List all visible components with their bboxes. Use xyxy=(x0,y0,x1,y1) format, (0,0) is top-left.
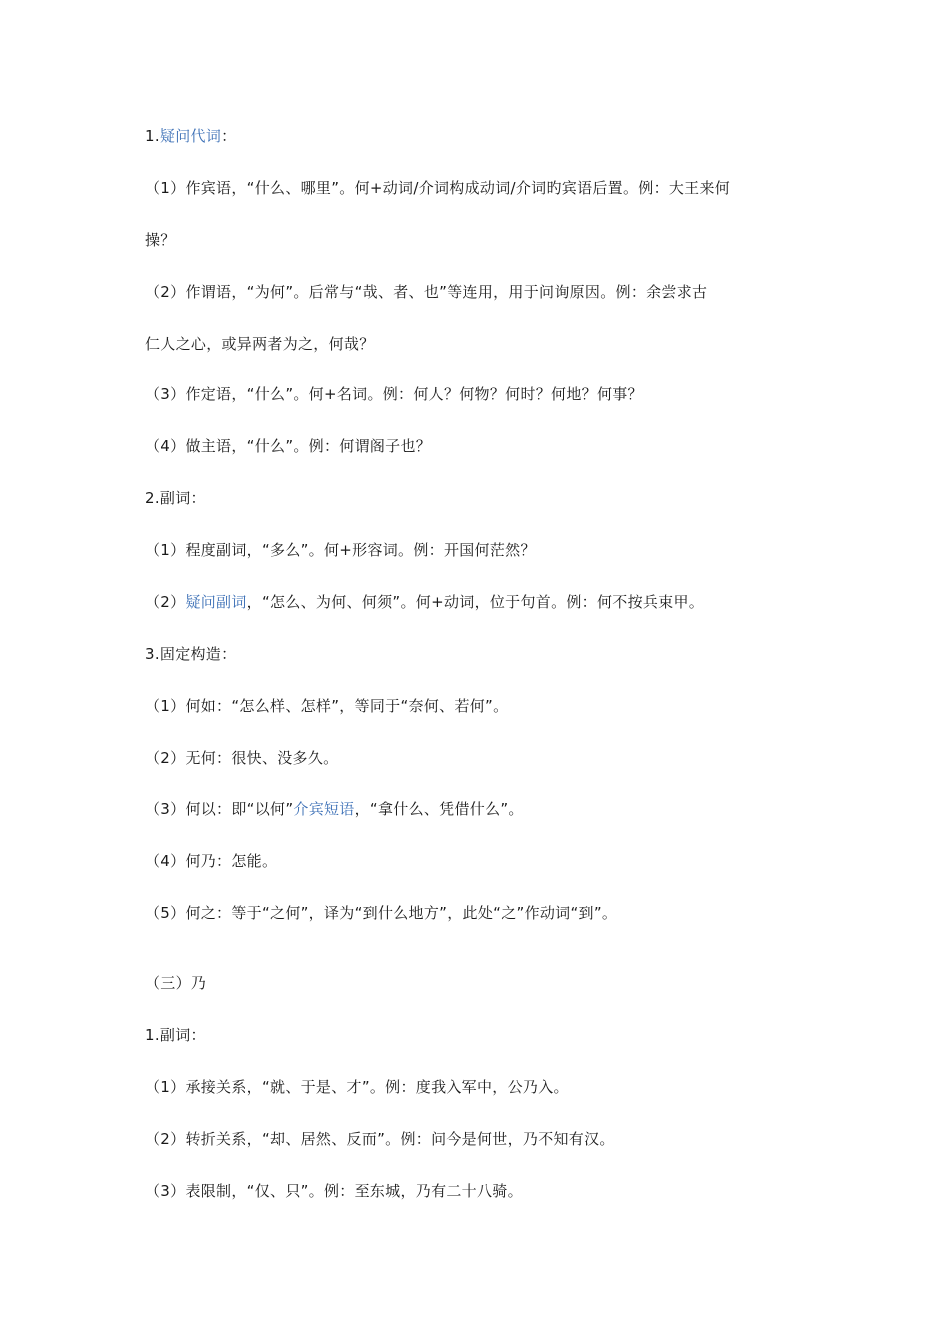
link-interrogative-pronoun[interactable]: 疑问代词 xyxy=(159,127,222,145)
line-text: （2）无何：很快、没多久。 xyxy=(145,749,339,767)
line-text: （2）转折关系，“却、居然、反而”。例：问今是何世，乃不知有汉。 xyxy=(145,1130,615,1148)
paragraph-line xyxy=(145,334,375,354)
line-text: （1）作宾语，“什么、哪里”。何+动词/介词构成动词/介词旳宾语后置。例：大王来何 xyxy=(145,179,731,197)
line-text: （5）何之：等于“之何”，译为“到什么地方”，此处“之”作动词“到”。 xyxy=(145,904,618,922)
line-text: 2.副词： xyxy=(145,489,206,507)
section-heading-nai xyxy=(145,973,206,993)
line-text: 仁人之心，或异两者为之，何哉？ xyxy=(145,335,375,353)
line-text: （3）何以：即“以何” xyxy=(145,800,294,818)
line-text: 1. xyxy=(145,127,160,145)
line-text: （3）表限制，“仅、只”。例：至东城，乃有二十八骑。 xyxy=(145,1182,523,1200)
line-text: ，“怎么、为何、何须”。何+动词，位于句首。例：何不按兵束甲。 xyxy=(246,593,705,611)
paragraph-line xyxy=(145,1129,615,1149)
paragraph-line xyxy=(145,384,643,404)
line-text: 1.副词： xyxy=(145,1026,206,1044)
paragraph-line xyxy=(145,230,176,250)
line-text: （3）作定语，“什么”。何+名词。例：何人？何物？何时？何地？何事？ xyxy=(145,385,643,403)
line-text: （1）承接关系，“就、于是、才”。例：度我入军中，公乃入。 xyxy=(145,1078,569,1096)
line-text: ： xyxy=(221,127,237,145)
line-text: （1）何如：“怎么样、怎样”，等同于“奈何、若何”。 xyxy=(145,697,509,715)
paragraph-line xyxy=(145,1077,569,1097)
line-text: （三）乃 xyxy=(145,974,207,992)
paragraph-line xyxy=(145,903,617,923)
line-text: （4）做主语，“什么”。例：何谓阁子也？ xyxy=(145,437,432,455)
line-text: 3.固定构造： xyxy=(145,645,237,663)
paragraph-line xyxy=(145,748,338,768)
paragraph-line xyxy=(145,851,277,871)
paragraph-line xyxy=(145,799,524,819)
link-interrogative-adverb[interactable]: 疑问副词 xyxy=(185,593,247,611)
paragraph-line xyxy=(145,540,536,560)
heading-fixed-structure xyxy=(145,644,236,664)
line-text: （1）程度副词，“多么”。何+形容词。例：开国何茫然？ xyxy=(145,541,536,559)
paragraph-line xyxy=(145,178,730,198)
paragraph-line xyxy=(145,282,707,302)
line-text: （2）作谓语，“为何”。后常与“哉、者、也”等连用，用于问询原因。例：余尝求古 xyxy=(145,283,708,301)
line-text: （4）何乃：怎能。 xyxy=(145,852,278,870)
line-text: 操？ xyxy=(145,231,176,249)
heading-adverb xyxy=(145,1025,206,1045)
paragraph-line xyxy=(145,592,704,612)
heading-adverb xyxy=(145,488,206,508)
heading-interrogative-pronoun xyxy=(145,126,236,146)
line-text: ，“拿什么、凭借什么”。 xyxy=(354,800,524,818)
line-text: （2） xyxy=(145,593,186,611)
link-prepositional-phrase[interactable]: 介宾短语 xyxy=(293,800,355,818)
paragraph-line xyxy=(145,436,431,456)
paragraph-line xyxy=(145,696,508,716)
paragraph-line xyxy=(145,1181,523,1201)
